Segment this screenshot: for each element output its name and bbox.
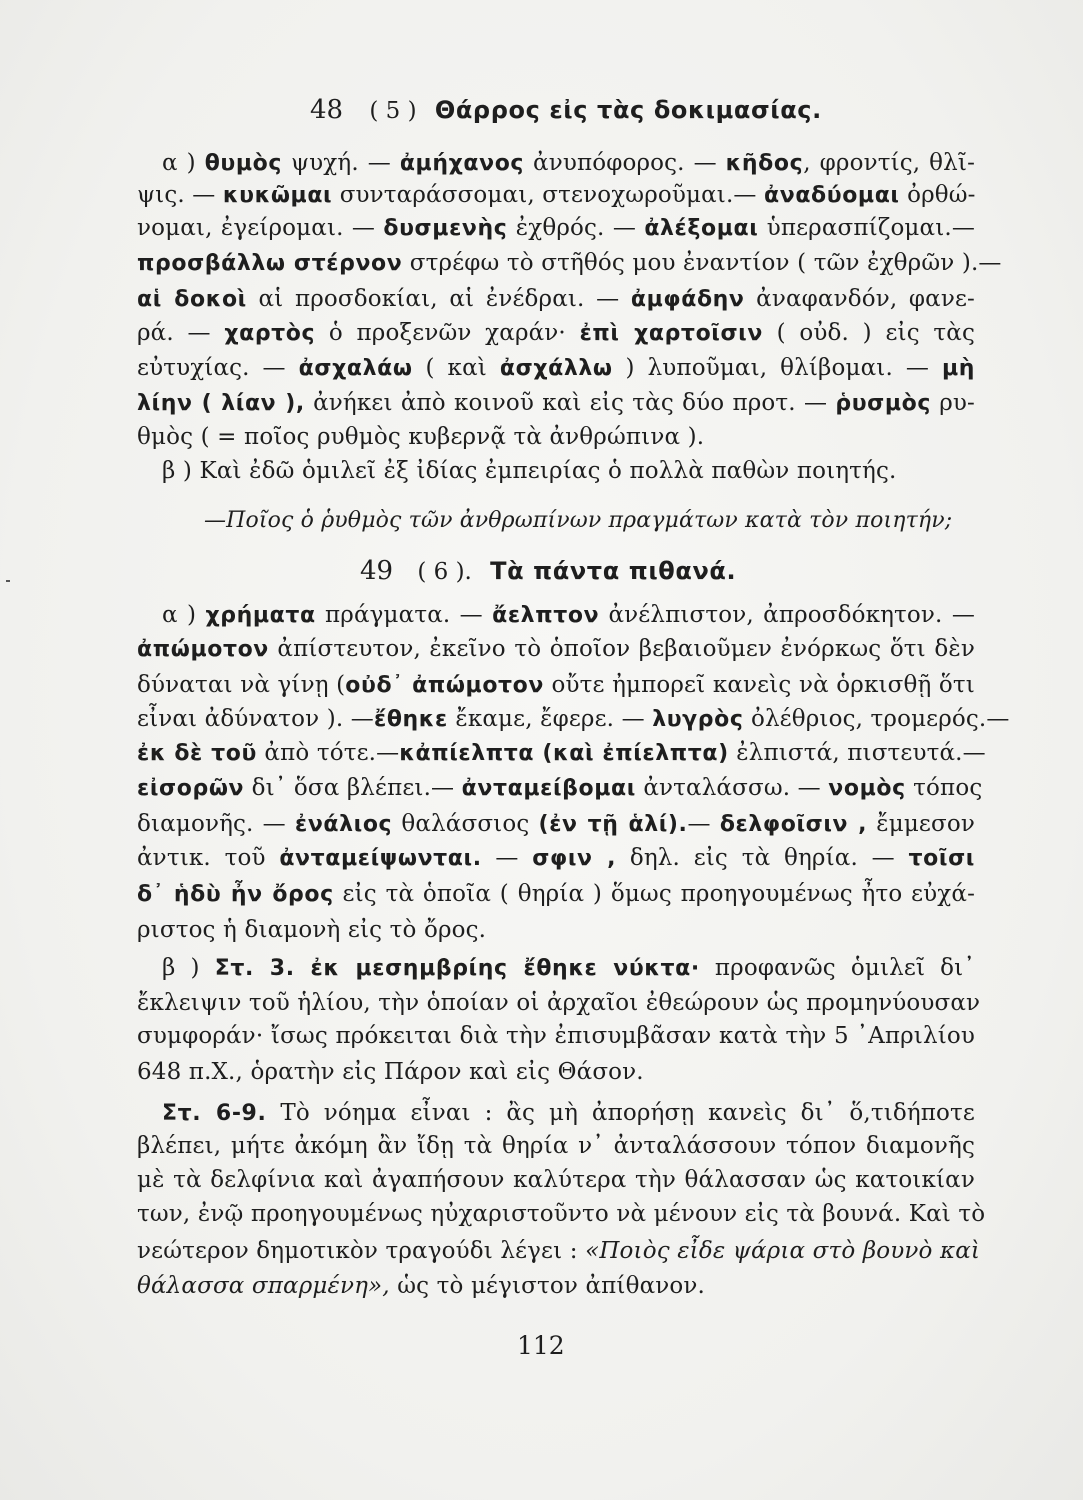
text-span: συνταράσσομαι, στενοχωροῦμαι.—: [332, 182, 765, 208]
text-line: [162, 456, 1000, 486]
section-number: 48: [310, 95, 344, 125]
text-span: ἀπὸ τότε.—: [256, 740, 400, 766]
text-span: ἐκ δὲ τοῦ: [137, 741, 257, 766]
text-span: δυσμενὴς: [383, 216, 508, 241]
text-line: [162, 600, 975, 631]
text-span: αἱ προσδοκίαι, αἱ ἐνέδραι. —: [246, 286, 631, 312]
poem-number: ( 6 ).: [417, 559, 472, 585]
text-span: χαρτὸς: [224, 321, 316, 346]
text-line: [137, 988, 981, 1018]
text-line: [137, 422, 975, 452]
text-line: [137, 1236, 981, 1266]
text-span: ἔμμεσον: [867, 811, 975, 837]
text-span: —: [481, 845, 533, 871]
section-number: 49: [360, 556, 394, 586]
text-span: σφιν ,: [532, 846, 617, 871]
text-span: δελφοῖσιν ,: [719, 812, 868, 837]
text-span: ἐπὶ χαρτοῖσιν: [579, 321, 763, 346]
text-line: [137, 1021, 975, 1051]
text-line: [137, 670, 975, 701]
text-span: ψις. —: [137, 182, 223, 208]
scan-speck: [6, 580, 10, 582]
text-line: [162, 148, 975, 179]
text-span: Στ. 3. ἐκ μεσημβρίης ἔθηκε νύκτα·: [214, 956, 700, 981]
text-span: ἔκαμε, ἔφερε. —: [447, 706, 653, 732]
text-span: εἰς τὰ ὁποῖα ( θηρία ) ὅμως προηγουμένως ἦτο εὐχά-: [333, 881, 975, 907]
text-span: δηλ. εἰς τὰ θηρία. —: [616, 845, 909, 871]
text-span: ἀμήχανος: [399, 151, 525, 176]
text-span: —: [687, 811, 720, 837]
text-span: , φροντίς, θλῖ-: [803, 150, 975, 176]
section-title: Θάρρος εἰς τὰς δοκιμασίας.: [434, 96, 822, 124]
text-span: δ᾽ ἡδὺ ἦν ὄρος: [137, 882, 334, 907]
text-line: [137, 1165, 975, 1195]
text-span: ἀνταμείψωνται.: [279, 846, 482, 871]
text-span: ἀνήκει ἀπὸ κοινοῦ καὶ εἰς τὰς δύο προτ. —: [304, 390, 836, 416]
text-span: ἀπώμοτον: [137, 637, 269, 662]
text-span: θυμὸς: [204, 151, 283, 176]
text-line: [137, 388, 975, 419]
text-span: α ): [162, 602, 197, 628]
text-span: ρυ-: [931, 390, 975, 416]
text-line: [137, 1271, 975, 1301]
text-span: μὲ τὰ δελφίνια καὶ ἀγαπήσουν καλύτερα τὴν θάλασσαν ὡς κατοικίαν: [137, 1167, 975, 1193]
text-span: ἔθηκε: [373, 707, 448, 732]
text-span: ριστος ἡ διαμονὴ εἰς τὸ ὄρος.: [137, 917, 487, 943]
text-span: προσβάλλω στέρνον: [137, 251, 403, 276]
text-span: ἀλέξομαι: [644, 216, 759, 241]
text-span: λίην ( λίαν ),: [137, 391, 305, 416]
text-span: —Ποῖος ὁ ῥυθμὸς τῶν ἀνθρωπίνων πραγμάτων κατὰ τὸν ποιητήν;: [204, 508, 953, 533]
text-span: κυκῶμαι: [222, 183, 333, 208]
text-span: θμὸς ( = ποῖος ρυθμὸς κυβερνᾷ τὰ ἀνθρώπινα ).: [137, 424, 705, 450]
text-line: [137, 843, 975, 874]
text-span: ἀντικ. τοῦ: [137, 845, 280, 871]
text-span: ἔκλειψιν τοῦ ἡλίου, τὴν ὁποίαν οἱ ἀρχαῖοι ἐθεώρουν ὡς προμηνύουσαν: [137, 990, 981, 1016]
text-span: τοῖσι: [908, 846, 975, 871]
text-span: β ): [162, 955, 200, 981]
text-span: διαμονῆς. —: [137, 811, 295, 837]
text-line: [162, 1098, 975, 1129]
text-span: ( οὐδ. ) εἰς τὰς: [762, 320, 976, 346]
text-span: θαλάσσιος: [392, 811, 539, 837]
text-line: [162, 953, 975, 984]
text-line: [137, 213, 975, 244]
text-span: εὐτυχίας. —: [137, 355, 299, 381]
text-span: ἀπίστευτον, ἐκεῖνο τὸ ὁποῖον βεβαιοῦμεν ἐνόρκως ὅτι δὲν: [268, 636, 975, 662]
text-span: ἀνυπόφορος. —: [524, 150, 726, 176]
text-span: εἶναι ἀδύνατον ). —: [137, 706, 374, 732]
text-span: ἀναφανδόν, φανε-: [744, 286, 975, 312]
text-span: (ἐν τῇ ἁλί).: [538, 812, 688, 837]
text-span: ἀνταλάσσω. —: [635, 775, 829, 801]
text-line: [137, 809, 975, 840]
text-span: πράγματα. —: [315, 602, 493, 628]
text-span: δύναται νὰ γίνῃ (: [137, 672, 346, 698]
text-span: συμφοράν· ἴσως πρόκειται διὰ τὴν ἐπισυμβᾶσαν κατὰ τὴν 5 ᾿Απριλίου: [137, 1023, 975, 1049]
text-span: ρά. —: [137, 320, 225, 346]
text-span: ἀνταμείβομαι: [461, 776, 636, 801]
text-span: Στ. 6-9.: [162, 1101, 267, 1126]
text-span: ) λυποῦμαι, θλίβομαι. —: [612, 355, 942, 381]
text-line: [137, 353, 975, 384]
text-span: ἐλπιστά, πιστευτά.—: [728, 740, 986, 766]
text-line: [137, 773, 983, 804]
text-span: «Ποιὸς εἶδε ψάρια στὸ βουνὸ καὶ: [585, 1238, 981, 1264]
text-line: [137, 634, 975, 665]
text-span: κῆδος: [725, 151, 804, 176]
text-span: ἀσχάλλω: [499, 356, 613, 381]
text-span: ὁ προξενῶν χαράν·: [315, 320, 580, 346]
page-number: 112: [517, 1331, 565, 1360]
text-span: στρέφω τὸ στῆθός μου ἐναντίον ( τῶν ἐχθρῶν ).—: [402, 250, 1002, 276]
text-line: [137, 738, 986, 769]
text-span: αἱ δοκοὶ: [137, 287, 247, 312]
text-line: [137, 248, 1002, 279]
text-span: οὔτε ἠμπορεῖ κανεὶς νὰ ὁρκισθῇ ὅτι: [543, 672, 975, 698]
text-span: ὡς τὸ μέγιστον ἀπίθανον.: [389, 1273, 705, 1299]
text-span: οὐδ᾽ ἀπώμοτον: [345, 673, 544, 698]
text-span: νομὸς: [828, 776, 906, 801]
text-span: Τὸ νόημα εἶναι : ἂς μὴ ἀπορήσῃ κανεὶς δι᾽ ὅ,τιδήποτε: [266, 1100, 975, 1126]
section-heading-49: [360, 555, 736, 588]
text-span: τόπος: [905, 775, 983, 801]
text-line: [137, 180, 975, 211]
text-span: μὴ: [941, 356, 975, 381]
text-span: α ): [162, 150, 196, 176]
text-line: [137, 915, 975, 945]
text-span: ῥυσμὸς: [835, 391, 932, 416]
text-line: [137, 284, 975, 315]
text-span: ἀναδύομαι: [764, 183, 900, 208]
text-span: ὀρθώ-: [899, 182, 976, 208]
text-span: νεώτερον δημοτικὸν τραγούδι λέγει :: [137, 1238, 586, 1264]
poem-number: ( 5 ): [369, 98, 417, 124]
text-span: θάλασσα σπαρμένη»,: [137, 1273, 390, 1299]
text-span: ἐχθρός. —: [507, 215, 645, 241]
text-line: [137, 879, 975, 910]
text-line: [137, 1131, 975, 1161]
text-span: χρήματα: [205, 603, 316, 628]
text-span: ὀλέθριος, τρομερός.—: [743, 706, 1010, 732]
text-span: ἀσχαλάω: [298, 356, 413, 381]
text-span: ὑπερασπίζομαι.—: [758, 215, 975, 241]
text-span: εἰσορῶν: [137, 776, 245, 801]
text-span: λυγρὸς: [652, 707, 744, 732]
text-span: προφανῶς ὁμιλεῖ δι᾽: [699, 955, 976, 981]
text-line: [137, 318, 975, 349]
section-title: Τὰ πάντα πιθανά.: [490, 557, 737, 585]
text-span: κἀπίελπτα (καὶ ἐπίελπτα): [399, 741, 729, 766]
text-span: δι᾽ ὅσα βλέπει.—: [244, 775, 462, 801]
section-heading-48: [310, 94, 822, 127]
text-span: νομαι, ἐγείρομαι. —: [137, 215, 384, 241]
text-span: ( καὶ: [412, 355, 500, 381]
text-span: ἄελπτον: [492, 603, 600, 628]
text-line: [137, 1199, 986, 1229]
text-span: βλέπει, μήτε ἀκόμη ἂν ἴδῃ τὰ θηρία ν᾽ ἀνταλάσσουν τόπον διαμονῆς: [137, 1133, 975, 1159]
text-line: [137, 704, 1010, 735]
text-span: ψυχή. —: [282, 150, 400, 176]
text-span: ἐνάλιος: [295, 812, 393, 837]
text-span: ἀμφάδην: [630, 287, 745, 312]
question-line: [204, 506, 1042, 536]
text-span: ἀνέλπιστον, ἀπροσδόκητον. —: [599, 602, 975, 628]
text-span: β ) Καὶ ἐδῶ ὁμιλεῖ ἐξ ἰδίας ἐμπειρίας ὁ πολλὰ παθὼν ποιητής.: [162, 458, 897, 484]
text-line: [137, 1057, 975, 1087]
text-span: 648 π.Χ., ὁρατὴν εἰς Πάρον καὶ εἰς Θάσον.: [137, 1059, 644, 1085]
text-span: των, ἐνῷ προηγουμένως ηὐχαριστοῦντο νὰ μένουν εἰς τὰ βουνά. Καὶ τὸ: [137, 1201, 986, 1227]
